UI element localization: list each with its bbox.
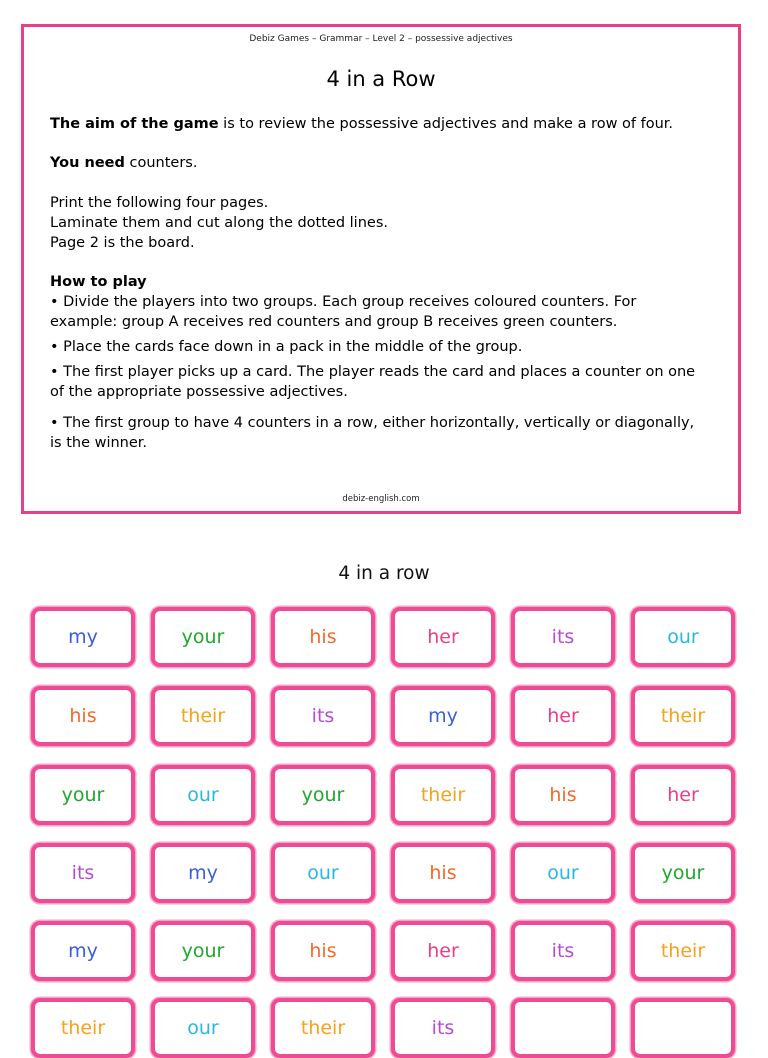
word-card-label: her <box>667 784 699 806</box>
header-line: Debiz Games – Grammar – Level 2 – possessive adjectives <box>249 34 513 44</box>
print-line: Print the following four pages. <box>50 195 269 211</box>
word-card-label: your <box>181 940 225 962</box>
word-card[interactable] <box>151 921 255 981</box>
aim-paragraph <box>50 114 708 134</box>
word-card[interactable] <box>31 686 135 746</box>
word-card[interactable] <box>151 843 255 903</box>
how-to-play-heading: How to play <box>50 274 147 290</box>
word-card-label: his <box>69 705 97 727</box>
word-card[interactable] <box>151 765 255 825</box>
print-line: Laminate them and cut along the dotted lines. <box>50 215 388 231</box>
you-need-label: You need <box>50 155 125 171</box>
word-card-label: her <box>547 705 579 727</box>
word-card-label: our <box>307 862 339 884</box>
word-card[interactable] <box>631 607 735 667</box>
word-card[interactable] <box>271 998 375 1058</box>
footer-site: debiz-english.com <box>342 494 420 504</box>
rule-bullet: • The first group to have 4 counters in a row, either horizontally, vertically or diagonally, is the winner. <box>50 415 695 451</box>
word-card-label: our <box>187 784 219 806</box>
word-card[interactable] <box>271 686 375 746</box>
rule-bullet: • Divide the players into two groups. Each group receives coloured counters. For example: group A receives red counters and group B receives green counters. <box>50 294 637 330</box>
word-card[interactable] <box>631 921 735 981</box>
game-title: 4 in a Row <box>326 67 436 91</box>
word-card[interactable] <box>631 765 735 825</box>
word-card[interactable] <box>271 607 375 667</box>
word-card-label: my <box>68 940 98 962</box>
word-card-label: its <box>431 1017 455 1039</box>
word-card-label: your <box>181 626 225 648</box>
instructions-card <box>21 24 741 514</box>
word-card[interactable] <box>511 686 615 746</box>
word-card[interactable] <box>511 921 615 981</box>
word-card[interactable] <box>631 998 735 1058</box>
word-card-label: their <box>300 1017 346 1039</box>
word-card[interactable] <box>631 686 735 746</box>
word-card-label: his <box>309 940 337 962</box>
word-card[interactable] <box>391 998 495 1058</box>
rule-bullet: • The first player picks up a card. The player reads the card and places a counter on one of the appropriate possessive adjectives. <box>50 364 696 400</box>
word-card-label: its <box>551 940 575 962</box>
word-card[interactable] <box>271 843 375 903</box>
word-card[interactable] <box>511 843 615 903</box>
word-card[interactable] <box>391 921 495 981</box>
word-card[interactable] <box>511 998 615 1058</box>
word-card-label: our <box>667 626 699 648</box>
word-card[interactable] <box>391 843 495 903</box>
word-card-label: her <box>427 940 459 962</box>
word-card-label: their <box>660 940 706 962</box>
word-card[interactable] <box>31 765 135 825</box>
word-card[interactable] <box>31 921 135 981</box>
word-card[interactable] <box>151 998 255 1058</box>
word-card-label: his <box>309 626 337 648</box>
word-card[interactable] <box>151 686 255 746</box>
print-line: Page 2 is the board. <box>50 235 195 251</box>
aim-text: is to review the possessive adjectives and make a row of four. <box>218 116 674 132</box>
word-card-label: their <box>420 784 466 806</box>
word-card[interactable] <box>271 921 375 981</box>
word-card[interactable] <box>31 998 135 1058</box>
word-card-label: its <box>551 626 575 648</box>
word-card-label: his <box>429 862 457 884</box>
word-card-label: your <box>661 862 705 884</box>
word-card-label: our <box>187 1017 219 1039</box>
word-card-label: their <box>180 705 226 727</box>
aim-label: The aim of the game <box>50 116 219 132</box>
you-need-text: counters. <box>124 155 198 171</box>
word-card-label: their <box>660 705 706 727</box>
you-need-paragraph <box>50 153 708 173</box>
word-card-label: her <box>427 626 459 648</box>
word-card-label: their <box>60 1017 106 1039</box>
word-card[interactable] <box>151 607 255 667</box>
word-card-label: your <box>301 784 345 806</box>
rule-bullet: • Place the cards face down in a pack in the middle of the group. <box>50 339 523 355</box>
word-card-label: its <box>71 862 95 884</box>
word-card[interactable] <box>511 765 615 825</box>
word-card[interactable] <box>271 765 375 825</box>
board-title: 4 in a row <box>338 563 430 584</box>
word-card[interactable] <box>391 686 495 746</box>
word-card-label: its <box>311 705 335 727</box>
word-card-label: my <box>428 705 458 727</box>
word-card[interactable] <box>31 607 135 667</box>
word-card[interactable] <box>391 765 495 825</box>
word-card[interactable] <box>391 607 495 667</box>
word-card[interactable] <box>511 607 615 667</box>
word-card-label: our <box>547 862 579 884</box>
word-card-label: his <box>549 784 577 806</box>
word-card[interactable] <box>631 843 735 903</box>
word-card-label: my <box>188 862 218 884</box>
word-card-label: my <box>68 626 98 648</box>
word-card[interactable] <box>31 843 135 903</box>
word-card-label: your <box>61 784 105 806</box>
